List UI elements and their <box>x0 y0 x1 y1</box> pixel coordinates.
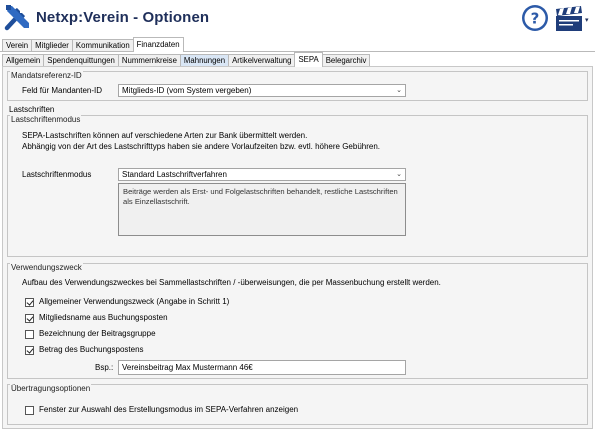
debit-mode-label: Lastschriftenmodus <box>22 170 92 179</box>
mandate-id-value: Mitglieds-ID (vom System vergeben) <box>122 86 252 95</box>
purpose-group-title: Verwendungszweck <box>11 263 82 272</box>
tab-belegarchiv[interactable]: Belegarchiv <box>322 54 371 67</box>
checkbox[interactable] <box>25 298 34 307</box>
purpose-option-member-name[interactable]: Mitgliedsname aus Buchungsposten <box>25 313 168 323</box>
mandate-group <box>7 71 588 101</box>
purpose-option-general[interactable]: Allgemeiner Verwendungszweck (Angabe in Schritt 1) <box>25 297 229 307</box>
tab-finanzdaten[interactable]: Finanzdaten <box>133 37 184 52</box>
direct-debit-title: Lastschriften <box>9 105 55 114</box>
tools-logo-icon <box>3 2 33 32</box>
sepa-settings-panel <box>2 66 593 429</box>
tab-artikelverwaltung[interactable]: Artikelverwaltung <box>228 54 295 67</box>
debit-mode-value: Standard Lastschriftverfahren <box>122 170 227 179</box>
tab-spendenquittungen[interactable]: Spendenquittungen <box>43 54 119 67</box>
example-purpose-field[interactable]: Vereinsbeitrag Max Mustermann 46€ <box>118 360 406 375</box>
checkbox[interactable] <box>25 346 34 355</box>
tab-allgemein[interactable]: Allgemein <box>2 54 44 67</box>
checkbox[interactable] <box>25 314 34 323</box>
chevron-down-icon[interactable]: ▾ <box>585 17 589 24</box>
checkbox[interactable] <box>25 330 34 339</box>
transfer-group-title: Übertragungsoptionen <box>11 384 91 393</box>
tab-mahnungen[interactable]: Mahnungen <box>180 54 229 67</box>
debit-description-line2: Abhängig von der Art des Lastschrifttyps haben sie andere Vorlaufzeiten bzw. evtl. höhere Gebühren. <box>22 142 381 151</box>
debit-mode-info: Beiträge werden als Erst- und Folgelastschriften behandelt, restliche Lastschriften als Einzellastschrift. <box>118 183 406 236</box>
tab-mitglieder[interactable]: Mitglieder <box>31 39 73 52</box>
svg-text:?: ? <box>530 9 540 28</box>
clapperboard-icon[interactable] <box>554 6 584 32</box>
debit-mode-select[interactable] <box>118 168 406 181</box>
purpose-description: Aufbau des Verwendungszweckes bei Sammellastschriften / -überweisungen, die per Massenbuchung erstellt werden. <box>22 278 441 287</box>
app-header <box>0 0 595 38</box>
tab-nummernkreise[interactable]: Nummernkreise <box>118 54 181 67</box>
mandate-id-select[interactable] <box>118 84 406 97</box>
tab-kommunikation[interactable]: Kommunikation <box>72 39 134 52</box>
tab-verein[interactable]: Verein <box>2 39 32 52</box>
tab-sepa[interactable]: SEPA <box>294 52 322 67</box>
purpose-group <box>7 263 588 379</box>
chevron-down-icon: ⌄ <box>396 171 402 178</box>
mandate-group-title: Mandatsreferenz-ID <box>11 71 82 80</box>
debit-description-line1: SEPA-Lastschriften können auf verschiedene Arten zur Bank übermittelt werden. <box>22 131 308 140</box>
debit-mode-group-title: Lastschriftenmodus <box>11 115 81 124</box>
debit-mode-group <box>7 115 588 257</box>
transfer-group <box>7 384 588 425</box>
app-title: Netxp:Verein - Optionen <box>36 9 210 26</box>
purpose-option-group-name[interactable]: Bezeichnung der Beitragsgruppe <box>25 329 156 339</box>
sub-tabs <box>2 52 369 67</box>
transfer-option-show-mode[interactable]: Fenster zur Auswahl des Erstellungsmodus im SEPA-Verfahren anzeigen <box>25 405 298 415</box>
help-icon[interactable] <box>521 4 549 32</box>
example-label: Bsp.: <box>95 363 114 372</box>
main-tabs <box>2 37 183 52</box>
purpose-option-amount[interactable]: Betrag des Buchungspostens <box>25 345 144 355</box>
mandate-field-label: Feld für Mandanten-ID <box>22 86 103 95</box>
chevron-down-icon: ⌄ <box>396 87 402 94</box>
checkbox[interactable] <box>25 406 34 415</box>
